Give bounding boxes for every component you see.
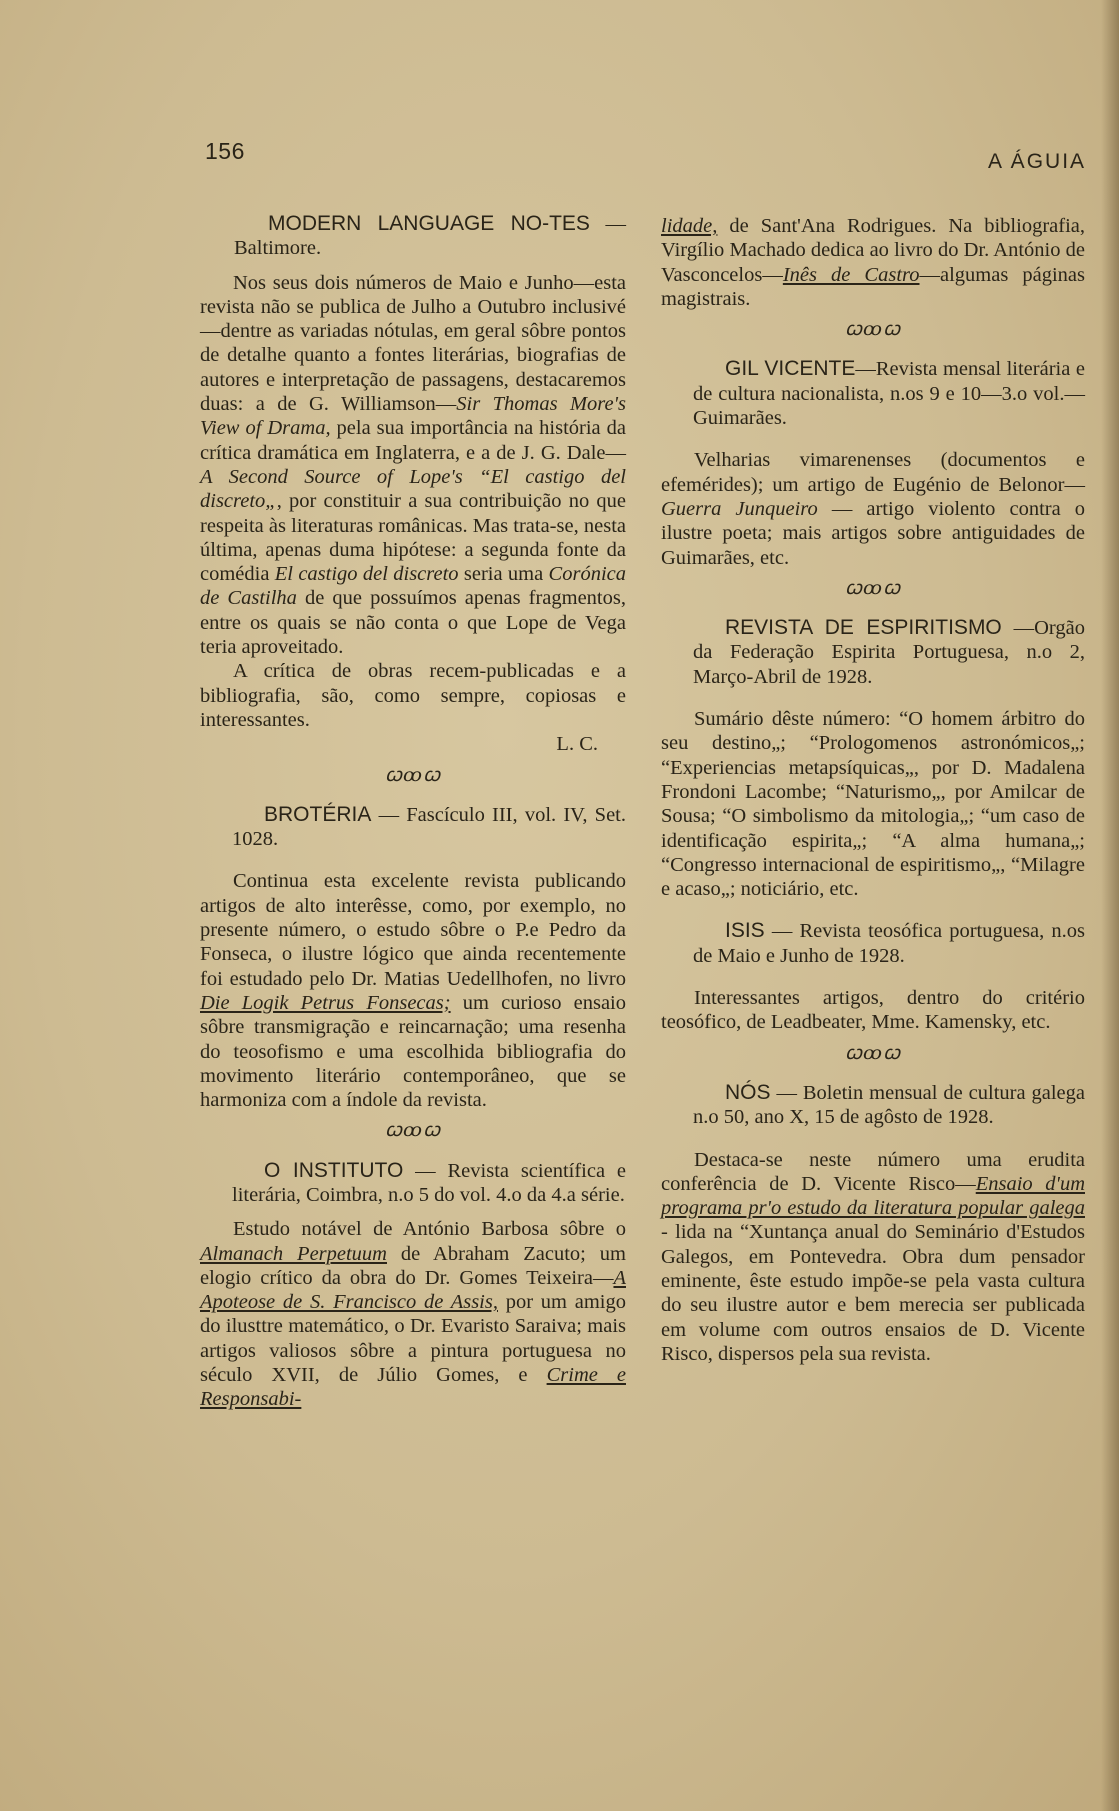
text-run: de que possuímos apenas fragmentos, entre os quais se não conta o que Lope de Vega teria aproveitado. xyxy=(200,587,626,659)
text-run: Estudo notável de António Barbosa sôbre o xyxy=(233,1218,626,1241)
entry-details: — Revista teosófica portuguesa, n.os de Maio e Junho de 1928. xyxy=(693,920,1085,967)
text-run: por um amigo do ilusttre matemático, o Dr. Evaristo Saraiva; mais artigos valiosos sôbre a pintura portuguesa no século XVII, de Júlio Gomes, e xyxy=(200,1291,626,1387)
work-title: Guerra Junqueiro xyxy=(661,497,818,520)
text-run: seria uma xyxy=(458,563,549,586)
work-title: Die Logik Petrus Fonsecas; xyxy=(200,991,451,1014)
work-title: El castigo del discreto xyxy=(274,563,459,586)
text-run: Nos seus dois números de Maio e Junho—esta revista não se publica de Julho a Outubro inclusivé—dentre as variadas nótulas, em geral sôbre pontos de detalhe quanto a fontes literárias, biografias de autores e interpretação de passagens, destacaremos duas: a de G. Williamson— xyxy=(200,271,626,416)
section-ornament: ꞷꝏꞷ xyxy=(844,576,902,599)
entry-heading-isis xyxy=(661,919,1085,968)
right-column xyxy=(661,214,1085,1366)
work-title: Sir Thomas More's View of Drama, xyxy=(200,393,626,440)
entry-title: NÓS xyxy=(725,1080,771,1104)
review-paragraph: Interessantes artigos, dentro do critério teosófico, de Leadbeater, Mme. Kamensky, etc. xyxy=(661,987,1085,1034)
author-signature: L. C. xyxy=(556,733,598,756)
entry-heading-broteria xyxy=(200,803,626,852)
text-run: - lida na “Xuntança anual do Seminário d'Estudos Galegos, em Pontevedra. Obra dum pensador eminente, êste estudo impõe-se pela vasta cultura do seu ilustre autor e bem merecia ser publicada em volume com outros ensaios de D. Vicente Risco, dispersos pela sua revista. xyxy=(661,1221,1085,1365)
review-paragraph-continued xyxy=(661,214,1085,311)
entry-details: —Revista mensal literária e de cultura nacionalista, n.os 9 e 10—3.o vol.—Guimarães. xyxy=(693,358,1085,430)
entry-heading-gil-vicente xyxy=(661,357,1085,430)
text-run: Continua esta excelente revista publicando artigos de alto interêsse, como, por exemplo, no presente número, o estudo sôbre o P.e Pedro da Fonseca, o ilustre lógico que ainda recentemente foi estudado pelo Dr. Matias Uedellhofen, no livro xyxy=(200,870,626,990)
entry-heading-modern-language-notes: MODERN LANGUAGE NO-TES — Baltimore. xyxy=(234,212,626,260)
text-run: Destaca-se neste número uma erudita conferência de D. Vicente Risco— xyxy=(661,1148,1085,1195)
section-ornament: ꞷꝏꞷ xyxy=(384,763,442,786)
text-run: pela sua importância na história da crítica dramática em Inglaterra, e a de J. G. Dale— xyxy=(200,417,626,464)
page-number: 156 xyxy=(205,138,245,164)
review-paragraph xyxy=(200,869,626,1112)
entry-details: — Boletin mensual de cultura galega n.o 50, ano X, 15 de agôsto de 1928. xyxy=(693,1081,1086,1129)
text-run: um curioso ensaio sôbre transmigração e reincarnação; uma resenha do teosofismo e uma escolhida bibliografia do movimento literário contemporâneo, que se harmoniza com a índole da revista. xyxy=(200,991,626,1112)
page-edge-shadow xyxy=(1101,0,1119,1811)
review-paragraph xyxy=(200,271,626,660)
review-paragraph: A crítica de obras recem-publicadas e a bibliografia, são, como sempre, copiosas e interessantes. xyxy=(200,660,626,731)
section-ornament: ꞷꝏꞷ xyxy=(384,1119,442,1142)
work-title: Crime e Responsabi- xyxy=(200,1364,626,1411)
work-title: A Second Source of Lope's “El castigo del discreto„ xyxy=(200,465,626,513)
review-paragraph xyxy=(200,1217,626,1411)
text-run: Velharias vimarenenses (documentos e efemérides); um artigo de Eugénio de Belonor— xyxy=(661,449,1085,496)
entry-details: —Orgão da Federação Espirita Portuguesa, n.o 2, Março-Abril de 1928. xyxy=(693,617,1085,688)
entry-title: ISIS xyxy=(725,919,765,943)
work-title: Corónica de Castilha xyxy=(200,563,626,610)
left-column xyxy=(200,212,626,1412)
work-title: Inês de Castro xyxy=(782,263,920,286)
entry-details: — Revista scientífica e literária, Coimbra, n.o 5 do vol. 4.o da 4.a série. xyxy=(232,1159,626,1206)
running-title: A ÁGUIA xyxy=(988,150,1087,173)
text-run: — artigo violento contra o ilustre poeta; mais artigos sobre antiguidades de Guimarães, etc. xyxy=(661,497,1085,569)
entry-title: REVISTA DE ESPIRITISMO xyxy=(725,616,1002,640)
work-title: Ensaio d'um programa pr'o estudo da literatura popular galega xyxy=(661,1172,1085,1220)
entry-details: — Fascículo III, vol. IV, Set. 1028. xyxy=(232,803,626,851)
text-run: —algumas páginas magistrais. xyxy=(661,263,1085,310)
work-title: Almanach Perpetuum xyxy=(200,1242,387,1265)
entry-title: BROTÉRIA xyxy=(264,802,372,826)
section-ornament: ꞷꝏꞷ xyxy=(844,1041,902,1064)
entry-title: O INSTITUTO xyxy=(264,1158,404,1182)
entry-heading-revista-espiritismo xyxy=(661,616,1085,689)
entry-heading-o-instituto xyxy=(200,1159,626,1208)
work-title: A Apoteose de S. Francisco de Assis, xyxy=(200,1266,626,1314)
entry-title: MODERN LANGUAGE NO-TES xyxy=(268,212,590,235)
entry-title: GIL VICENTE xyxy=(725,357,856,381)
review-paragraph: Sumário dêste número: “O homem árbitro do seu destino„; “Prologomenos astronómicos„; “Experiencias metapsíquicas„, por D. Madalena Frondoni Lacombe; “Naturismo„, por Amilcar de Sousa; “O simbolismo da mitologia„; “um caso de identificação espirita„; “A alma humana„; “Congresso internacional de espiritismo„, “Milagre e acaso„; noticiário, etc. xyxy=(661,708,1085,901)
work-title: lidade, xyxy=(661,215,718,237)
entry-heading-nos xyxy=(661,1081,1085,1130)
section-ornament: ꞷꝏꞷ xyxy=(844,318,902,341)
review-paragraph xyxy=(661,448,1085,569)
text-run: , por constituir a sua contribuição no que respeita às literaturas românicas. Mas trata-se, nesta última, apenas duma hipótese: a segunda fonte da comédia xyxy=(200,490,626,586)
text-run: de Sant'Ana Rodrigues. Na bibliografia, Virgílio Machado dedica ao livro do Dr. António de Vasconcelos— xyxy=(661,215,1085,286)
text-run: de Abraham Zacuto; um elogio crítico da obra do Dr. Gomes Teixeira— xyxy=(200,1242,626,1289)
review-paragraph xyxy=(661,1148,1085,1367)
entry-details: Baltimore. xyxy=(234,237,322,260)
